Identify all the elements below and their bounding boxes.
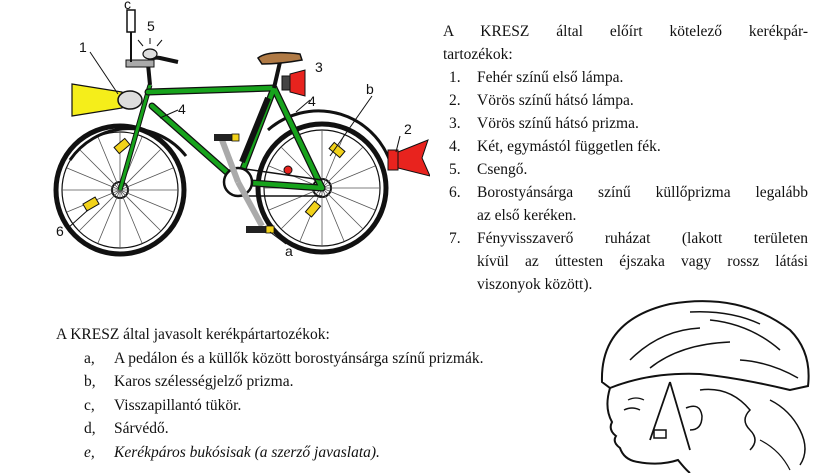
saddle — [258, 53, 302, 64]
pedal-reflector — [246, 226, 274, 233]
required-title-cont: tartozékok: — [443, 46, 513, 63]
list-item: 2. Vörös színű hátsó lámpa. — [449, 92, 634, 109]
face-profile — [607, 388, 690, 473]
label-c: c — [124, 0, 131, 12]
label-2: 2 — [404, 121, 412, 137]
pedal-reflector-upper — [214, 134, 239, 141]
bicycle-illustration — [0, 0, 430, 300]
list-item-cont: viszonyok között). — [477, 276, 593, 293]
list-item: d, Sárvédő. — [84, 420, 169, 437]
mirror — [127, 10, 135, 32]
rear-light — [388, 140, 430, 176]
recommended-title: A KRESZ által javasolt kerékpártartozékok: — [56, 326, 330, 343]
label-4-front: 4 — [178, 101, 186, 117]
front-light — [72, 84, 142, 116]
list-item: e, Kerékpáros bukósisak (a szerző javaslata). — [84, 443, 380, 461]
list-item: 5. Csengő. — [449, 161, 528, 178]
list-item: 4. Két, egymástól független fék. — [449, 138, 661, 155]
list-item-cont: kívül az úttesten éjszaka vagy rossz látási — [477, 253, 808, 270]
label-b: b — [366, 81, 374, 97]
list-item: 1. Fehér színű első lámpa. — [449, 69, 624, 86]
list-item: 7. Fényvisszaverő ruházat (lakott területen — [449, 230, 808, 247]
list-item: b, Karos szélességjelző prizma. — [84, 373, 294, 390]
label-a: a — [285, 243, 293, 259]
helmet-illustration — [590, 290, 825, 473]
rear-reflector — [282, 70, 305, 96]
list-item: a, A pedálon és a küllők között borostyánsárga színű prizmák. — [84, 349, 484, 367]
pump — [242, 98, 268, 162]
required-list — [443, 66, 808, 296]
label-1: 1 — [79, 39, 87, 55]
label-3: 3 — [315, 59, 323, 75]
label-6: 6 — [56, 223, 64, 239]
required-accessories — [443, 20, 808, 296]
recommended-accessories — [56, 323, 596, 464]
label-4-rear: 4 — [308, 93, 316, 109]
list-item-cont: az első keréken. — [477, 207, 577, 224]
recommended-list — [56, 347, 596, 465]
label-5: 5 — [147, 18, 155, 34]
required-title: A KRESZ által előírt kötelező kerékpár- — [443, 23, 808, 40]
helmet-strap — [650, 382, 690, 450]
list-item: c, Visszapillantó tükör. — [84, 396, 242, 414]
list-item: 6. Borostyánsárga színű küllőprizma legalább — [449, 184, 808, 201]
helmet-shell — [602, 301, 809, 390]
list-item: 3. Vörös színű hátsó prizma. — [449, 115, 639, 132]
